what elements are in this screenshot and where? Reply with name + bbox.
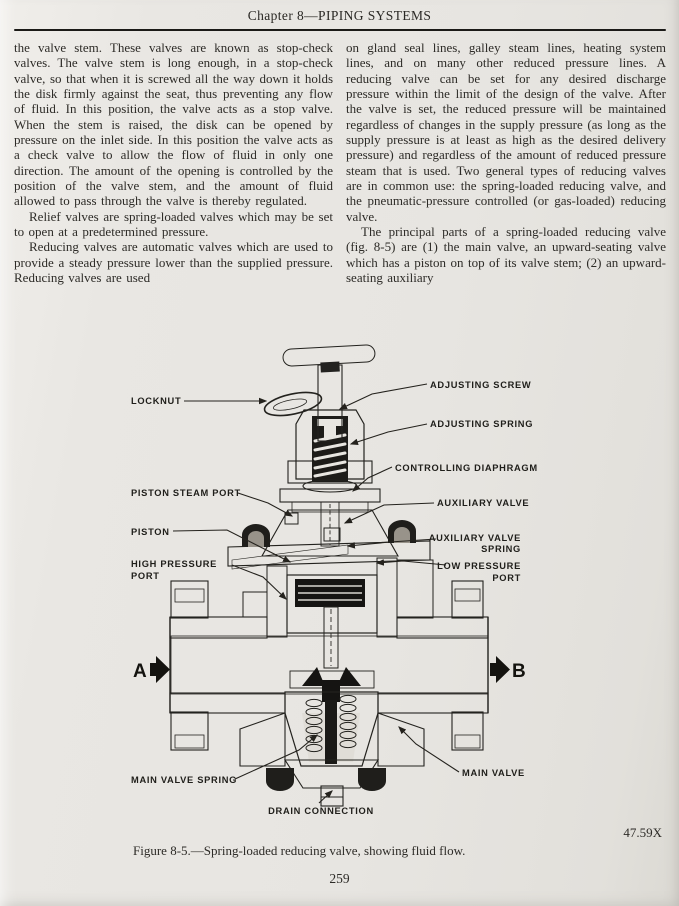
main-valve-assembly (290, 667, 374, 702)
label-drain-connection: DRAIN CONNECTION (268, 806, 374, 816)
flange-bolt (455, 589, 480, 601)
label-high-pressure-port-2: PORT (131, 571, 160, 581)
chapter-header: Chapter 8—PIPING SYSTEMS (247, 8, 432, 23)
flow-arrow-inlet (133, 656, 170, 683)
figure-caption: Figure 8-5.—Spring-loaded reducing valve, showing fluid flow. (133, 843, 466, 858)
lower-stem (325, 700, 337, 764)
outlet-arrow-icon (490, 656, 510, 683)
lower-housing (240, 692, 424, 806)
inlet-letter: A (133, 661, 147, 682)
drain-stub (321, 786, 343, 806)
inlet-arrow-icon (150, 656, 170, 683)
header-rule (14, 29, 666, 31)
label-low-pressure-port-2: PORT (492, 573, 521, 583)
handwheel (283, 345, 376, 375)
label-piston: PISTON (131, 527, 170, 537)
page-number: 259 (329, 871, 350, 886)
text-column-left (14, 40, 333, 286)
piston-assembly (287, 575, 377, 668)
flange-bolt (175, 735, 204, 748)
label-main-valve-spring: MAIN VALVE SPRING (131, 775, 238, 785)
label-adjusting-screw: ADJUSTING SCREW (430, 380, 532, 390)
locknut-part (263, 388, 324, 420)
outlet-flange (452, 581, 483, 750)
flange-bolt (455, 735, 480, 748)
body-top-plate (228, 520, 430, 637)
label-high-pressure-port: HIGH PRESSURE (131, 559, 218, 569)
paragraph: The principal parts of a spring-loaded reducing valve (fig. 8-5) are (1) the main valve, an upward-seating valve which has a piston on top of its valve stem; (2) an upward-seating auxiliary (346, 224, 666, 286)
reducing-valve-diagram (95, 338, 560, 822)
label-piston-steam-port: PISTON STEAM PORT (131, 488, 241, 498)
outlet-letter: B (512, 661, 526, 682)
housing-bolt (358, 768, 386, 791)
label-controlling-diaphragm: CONTROLLING DIAPHRAGM (395, 463, 538, 473)
paragraph: Relief valves are spring-loaded valves which may be set to open at a predetermined pressure. (14, 208, 333, 240)
auxiliary-valve-part (324, 528, 340, 541)
text-column-right (346, 40, 666, 286)
housing-bolt (266, 768, 294, 791)
label-auxiliary-valve-spring-2: SPRING (481, 544, 521, 554)
piston-steam-port-part (285, 513, 298, 524)
inlet-flange (171, 581, 208, 750)
paragraph: Reducing valves are automatic valves which are used to provide a steady pressure lower than the supplied pressure. Reducing valves are used (14, 239, 333, 286)
label-low-pressure-port: LOW PRESSURE (437, 561, 521, 571)
label-adjusting-spring: ADJUSTING SPRING (430, 419, 534, 429)
paragraph: on gland seal lines, galley steam lines, heating system lines, and on many other reduced pressure lines. A reducing valve can be set for any desired discharge pressure within the limit of the design of the valve. After the valve is set, the reduced pressure will be maintained regardless of changes in the supply pressure (as long as the supply pressure is at least as high as the desired delivery pressure) and regardless of the amount of reduced pressure steam that is used. Two general types of reducing valves are in common use: the spring-loaded reducing valve, and the pneumatic-pressure controlled (or gas-loaded) reducing valve. (346, 40, 666, 224)
label-locknut: LOCKNUT (131, 396, 182, 406)
figure-credit: 47.59X (623, 825, 662, 840)
label-auxiliary-valve-spring: AUXILIARY VALVE (428, 533, 521, 543)
paragraph: the valve stem. These valves are known as stop-check valves. The valve stem is long enough, in a stop-check valve, so that when it is screwed all the way down it holds the disk firmly against the seat, thus preventing any flow of fluid. In this position, the valve acts as a stop valve. When the stem is raised, the disk can be opened by pressure on the inlet side. In this position the valve acts as a check valve to allow the flow of fluid in only one direction. The amount of the opening is controlled by the position of the valve stem, and the amount of fluid allowed to pass through the valve is thereby regulated. (14, 40, 333, 209)
flow-arrow-outlet (490, 656, 526, 683)
label-main-valve: MAIN VALVE (462, 768, 525, 778)
label-auxiliary-valve: AUXILIARY VALVE (437, 498, 530, 508)
flange-bolt (175, 589, 204, 602)
bonnet-assembly (263, 345, 380, 512)
